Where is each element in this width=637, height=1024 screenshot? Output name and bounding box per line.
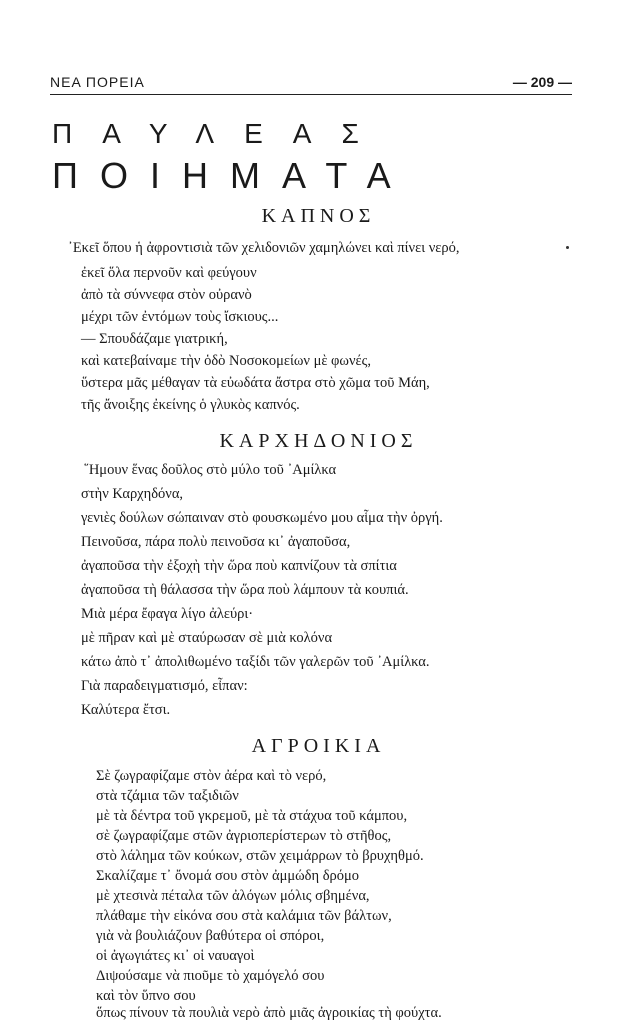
poem-line: ἐκεῖ ὅλα περνοῦν καὶ φεύγουν: [81, 265, 257, 281]
poem-line: μέχρι τῶν ἐντόμων τοὺς ἴσκιους...: [81, 309, 279, 325]
poem-line: στὰ τζάμια τῶν ταξιδιῶν: [96, 788, 239, 804]
poem-line: στὴν Καρχηδόνα,: [81, 486, 184, 502]
poem-line: Σκαλίζαμε τ᾿ ὄνομά σου στὸν ἀμμώδη δρόμο: [96, 868, 360, 884]
header-rule: [50, 94, 572, 95]
page-number: — 209 —: [512, 74, 572, 90]
poem-title: ΚΑΡΧΗΔΟΝΙΟΣ: [219, 430, 418, 452]
poem-line: καὶ τὸν ὕπνο σου: [96, 988, 196, 1004]
poem-line: ᾿Εκεῖ ὅπου ἡ ἀφροντισιὰ τῶν χελιδονιῶν χαμηλώνει καὶ πίνει νερό,: [68, 240, 460, 256]
poem-line: μὲ τὰ δέντρα τοῦ γκρεμοῦ, μὲ τὰ στάχυα τοῦ κάμπου,: [96, 808, 408, 824]
running-header: [50, 74, 572, 96]
author-name: ΠΑΥΛΕΑΣ: [52, 118, 389, 149]
poem-line: καὶ κατεβαίναμε τὴν ὁδὸ Νοσοκομείων μὲ φωνές,: [81, 353, 371, 369]
poem-line: σὲ ζωγραφίζαμε στῶν ἀγριοπερίστερων τὸ στῆθος,: [96, 828, 392, 844]
poem-line: στὸ λάλημα τῶν κούκων, στῶν χειμάρρων τὸ βρυχηθμό.: [96, 848, 424, 864]
poem-line: Σὲ ζωγραφίζαμε στὸν ἀέρα καὶ τὸ νερό,: [96, 768, 327, 784]
poem-line: ἀπὸ τὰ σύννεφα στὸν οὐρανὸ: [81, 287, 252, 303]
collection-title: ΠΟΙΗΜΑΤΑ: [52, 155, 413, 196]
poem-line: ἀγαποῦσα τὴν ἐξοχὴ τὴν ὥρα ποὺ καπνίζουν τὰ σπίτια: [81, 558, 397, 574]
poem-line: μὲ πῆραν καὶ μὲ σταύρωσαν σὲ μιὰ κολόνα: [81, 630, 333, 646]
stray-ink-mark: [566, 246, 569, 249]
poem-line: ὕστερα μᾶς μέθαγαν τὰ εὐωδάτα ἄστρα στὸ χῶμα τοῦ Μάη,: [81, 375, 430, 391]
poem-line: τῆς ἄνοιξης ἐκείνης ὁ γλυκὸς καπνός.: [81, 397, 300, 413]
poem-line: Διψούσαμε νὰ πιοῦμε τὸ χαμόγελό σου: [96, 968, 325, 984]
poem-line: Μιὰ μέρα ἔφαγα λίγο ἀλεύρι·: [81, 606, 254, 622]
journal-name: ΝΕΑ ΠΟΡΕΙΑ: [50, 74, 145, 90]
poem-title: ΚΑΠΝΟΣ: [261, 205, 376, 227]
poem-line: κάτω ἀπὸ τ᾿ ἀπολιθωμένο ταξίδι τῶν γαλερῶν τοῦ ᾿Αμίλκα.: [81, 654, 430, 670]
poem-line: Πεινοῦσα, πάρα πολὺ πεινοῦσα κι᾿ ἀγαποῦσα,: [81, 534, 351, 550]
poem-line: ἀγαποῦσα τὴ θάλασσα τὴν ὥρα ποὺ λάμπουν τὰ κουπιά.: [81, 582, 409, 598]
poem-line: γενιὲς δούλων σώπαιναν στὸ φουσκωμένο μου αἷμα τὴν ὀργή.: [81, 510, 443, 526]
poem-line: πλάθαμε τὴν εἰκόνα σου στὰ καλάμια τῶν βάλτων,: [96, 908, 392, 924]
poem-line: ὅπως πίνουν τὰ πουλιὰ νερὸ ἀπὸ μιᾶς ἀγροικίας τὴ φούχτα.: [96, 1005, 442, 1021]
poem-line: Γιὰ παραδειγματισμό, εἶπαν:: [81, 678, 248, 694]
poem-line: ῞Ημουν ἕνας δοῦλος στὸ μύλο τοῦ ᾿Αμίλκα: [84, 462, 337, 478]
poem-line: μὲ χτεσινὰ πέταλα τῶν ἀλόγων μόλις σβημένα,: [96, 888, 370, 904]
poem-line: Καλύτερα ἔτσι.: [81, 702, 171, 718]
poem-line: γιὰ νὰ βουλιάζουν βαθύτερα οἱ σπόροι,: [96, 928, 325, 944]
poem-line: — Σπουδάζαμε γιατρική,: [81, 331, 228, 347]
poem-line: οἱ ἀγωγιάτες κι᾿ οἱ ναυαγοὶ: [96, 948, 255, 964]
poem-title: ΑΓΡΟΙΚΙΑ: [251, 735, 386, 757]
